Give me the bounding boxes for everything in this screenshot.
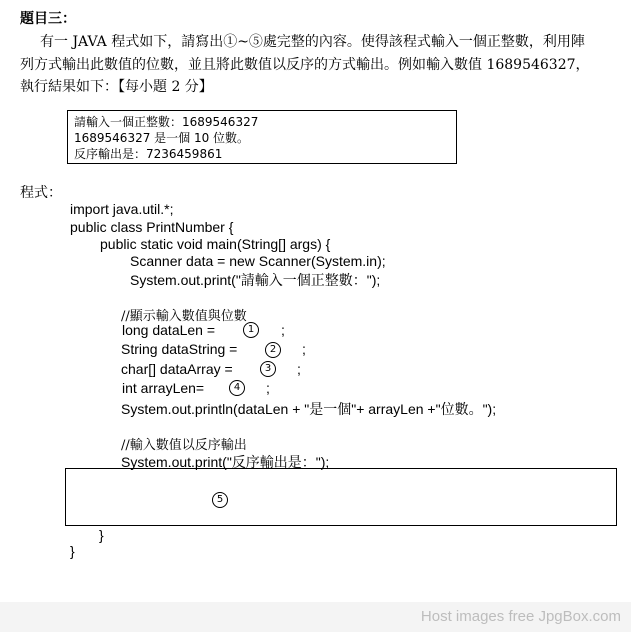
code-arraylen: int arrayLen= [122, 380, 205, 396]
output-line-2: 1689546327 是一個 10 位數。 [74, 131, 250, 145]
code-print-prompt: System.out.print("請輸入一個正整數："); [130, 272, 381, 288]
blank-3-marker: 3 [260, 361, 276, 377]
answer-box-5 [65, 468, 617, 526]
output-line-1: 請輸入一個正整數：1689546327 [74, 115, 259, 129]
watermark-footer [0, 602, 631, 632]
code-dataarray: char[] dataArray = [121, 361, 233, 377]
code-import: import java.util.*; [70, 201, 174, 217]
question-heading: 題目三： [20, 11, 76, 27]
code-print-reverse: System.out.print("反序輸出是："); [121, 454, 330, 470]
code-comment-2: //輸入數值以反序輸出 [121, 438, 247, 453]
blank-1-marker: 1 [243, 322, 259, 338]
semicolon-1: ; [281, 322, 285, 338]
intro-line-1: 有一 JAVA 程式如下，請寫出①~⑤處完整的內容。使得該程式輸入一個正整數，利用陣 [40, 34, 585, 50]
code-println: System.out.println(dataLen + "是一個"+ arrayLen +"位數。"); [121, 401, 497, 417]
watermark-text: Host images free JpgBox.com [420, 608, 621, 625]
program-label: 程式： [20, 185, 62, 201]
intro-line-3: 執行結果如下：【每小題 2 分】 [20, 79, 213, 95]
code-comment-1: //顯示輸入數值與位數 [121, 309, 247, 324]
semicolon-4: ; [266, 380, 270, 396]
semicolon-2: ; [302, 341, 306, 357]
code-class-decl: public class PrintNumber { [70, 219, 234, 235]
semicolon-3: ; [297, 361, 301, 377]
code-datastring: String dataString = [121, 341, 238, 357]
code-close-brace-1: } [99, 527, 104, 543]
output-line-3: 反序輸出是：7236459861 [74, 147, 223, 161]
blank-2-marker: 2 [265, 342, 281, 358]
code-close-brace-2: } [70, 543, 75, 559]
code-scanner: Scanner data = new Scanner(System.in); [130, 253, 386, 269]
code-main-decl: public static void main(String[] args) { [100, 236, 331, 252]
intro-line-2: 列方式輸出此數值的位數，並且將此數值以反序的方式輸出。例如輸入數值 1689546327， [20, 57, 590, 73]
code-datalen: long dataLen = [122, 322, 216, 338]
sample-output-box [67, 110, 457, 164]
blank-4-marker: 4 [229, 380, 245, 396]
blank-5-marker: 5 [212, 492, 228, 508]
